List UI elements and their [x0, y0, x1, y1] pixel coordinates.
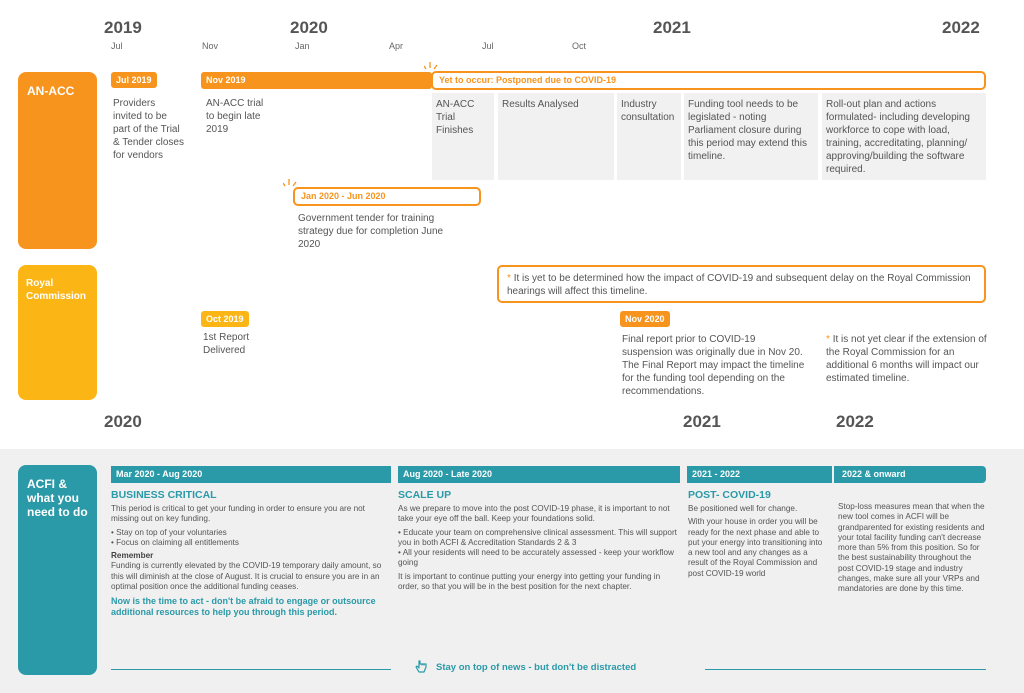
bottom-year-2020: 2020: [104, 412, 142, 431]
pill-jul-2019: Jul 2019: [111, 72, 157, 88]
yet-to-occur-text: Yet to occur: Postponed due to COVID-19: [439, 75, 617, 85]
anacc-side-label: [18, 72, 97, 249]
post-covid-heading: POST- COVID-19: [688, 489, 771, 501]
scale-up-p2: It is important to continue putting your energy into getting your funding in order, so that you will be in the best position for the next chapter.: [398, 571, 661, 592]
text-oct-2019: 1st Report Delivered: [203, 332, 250, 356]
acfi-col-business-critical: [111, 489, 391, 618]
year-2022: 2022: [942, 18, 980, 37]
royal-commission-notice: [497, 265, 986, 303]
bar-2022-onward-text: 2022 & onward: [842, 469, 906, 479]
extension-text: It is not yet clear if the extension of the Royal Commission for an additional 6 months will impact our estimated timeline.: [826, 334, 987, 384]
bottom-year-2022: 2022: [836, 412, 874, 431]
month-apr-2020: Apr: [389, 41, 404, 51]
royal-commission-side-label: [18, 265, 97, 400]
notice-body: It is yet to be determined how the impact of COVID-19 and subsequent delay on the Royal Commission hearings will affect this timeline.: [507, 273, 971, 297]
acfi-col-scale-up: [398, 489, 680, 592]
month-nov-2019: Nov: [202, 41, 219, 51]
bar-2022-onward: [834, 466, 986, 483]
remember-heading: Remember: [111, 551, 154, 561]
scale-up-heading: SCALE UP: [398, 489, 452, 501]
pill-oct-2019: Oct 2019: [201, 311, 249, 327]
pointing-hand-icon: [414, 660, 428, 676]
post-covid-p2: With your house in order you will be ready for the next phase and able to put your energy into transitioning into a new tool and any changes as a result of the Royal Commission and post COVID-19 world: [688, 517, 823, 578]
year-2019: 2019: [104, 18, 142, 37]
business-critical-p2: Funding is currently elevated by the COVID-19 temporary daily amount, so this will diminish at the close of August. It is crucial to ensure you are in an optimal position once the additional funding ceases.: [111, 561, 382, 592]
text-jul-2019: Providers invited to be part of the Trial & Tender closes for vendors: [113, 98, 184, 161]
yet-to-occur-banner: [431, 71, 986, 90]
month-jul-2020: Jul: [482, 41, 494, 51]
sparkle-icon: [424, 60, 438, 70]
business-critical-heading: BUSINESS CRITICAL: [111, 489, 217, 501]
pill-nov-2019: [201, 72, 432, 89]
business-critical-cta: Now is the time to act - don't be afraid to engage or outsource additional resources to help you through this period.: [111, 596, 376, 618]
year-2020: 2020: [290, 18, 328, 37]
anacc-label-text: AN-ACC: [27, 84, 75, 98]
bar-aug-late-2020: Aug 2020 - Late 2020: [398, 466, 680, 483]
royal-commission-label-text: Royal Commission: [26, 278, 87, 302]
scale-up-bullet-2: • All your residents will need to be accurately assessed - keep your workflow going: [398, 548, 674, 568]
box-results-analysed-text: Results Analysed: [502, 99, 579, 110]
box-trial-finishes-text: AN-ACC Trial Finishes: [436, 99, 475, 136]
acfi-col-2022-onward: [838, 502, 986, 595]
jan-jun-2020-text: Government tender for training strategy due for completion June 2020: [298, 213, 444, 250]
royal-commission-notice-text: [507, 272, 976, 298]
scale-up-p1: As we prepare to move into the post COVID-19 phase, it is important to not take your eye off the ball. Keep your foundations solid.: [398, 504, 670, 524]
bar-2021-2022: 2021 - 2022: [687, 466, 832, 483]
text-nov-2019: AN-ACC trial to begin late 2019: [206, 98, 264, 135]
pill-nov-2020: Nov 2020: [620, 311, 670, 327]
onward-p1: Stop-loss measures mean that when the new tool comes in ACFI will be grandparented for existing residents and your total facility funding can't decrease more than 5% from this position. So for the best sustainability throughout the post COVID-19 stage and industry changes, make sure all your VRPs and mandatories are done by this time.: [838, 502, 985, 594]
pill-nov-2019-label: Nov 2019: [206, 75, 246, 85]
month-jul-2019: Jul: [111, 41, 123, 51]
scale-up-bullet-1: • Educate your team on comprehensive clinical assessment. This will support you in both ACFI & Accreditation Standards 2 & 3: [398, 527, 677, 547]
box-funding-tool: [684, 93, 818, 180]
jan-jun-2020-label-text: Jan 2020 - Jun 2020: [301, 191, 386, 201]
acfi-side-label: [18, 465, 97, 675]
box-results-analysed: [498, 93, 614, 180]
jan-jun-2020-label: [293, 187, 481, 206]
footer-divider-right: [705, 669, 986, 670]
month-jan-2020: Jan: [295, 41, 310, 51]
bottom-year-2021: 2021: [683, 412, 721, 431]
box-funding-tool-text: Funding tool needs to be legislated - noting Parliament closure during this period may extend this timeline.: [688, 99, 807, 162]
extension-star: *: [826, 334, 830, 345]
year-2021: 2021: [653, 18, 691, 37]
sparkle-icon: [283, 177, 297, 187]
business-critical-bullet-1: • Stay on top of your voluntaries: [111, 527, 227, 537]
box-industry-consultation: [617, 93, 681, 180]
notice-star: *: [507, 273, 511, 284]
box-trial-finishes: [432, 93, 494, 180]
footer-note: Stay on top of news - but don't be distracted: [436, 662, 637, 673]
box-industry-consultation-text: Industry consultation: [621, 99, 675, 123]
text-nov-2020: Final report prior to COVID-19 suspension was originally due in Nov 20. The Final Report may impact the timeline for the funding tool depending on the recommendations.: [622, 334, 805, 397]
box-rollout: [822, 93, 986, 180]
footer-divider-left: [111, 669, 391, 670]
royal-extension-note: [826, 333, 988, 385]
bar-mar-aug-2020: Mar 2020 - Aug 2020: [111, 466, 391, 483]
box-rollout-text: Roll-out plan and actions formulated- including developing workforce to cope with load, training, accreditating, planning/ approving/building the software required.: [826, 99, 970, 175]
acfi-label-text: ACFI & what you need to do: [27, 477, 88, 519]
acfi-col-post-covid: [688, 489, 828, 579]
business-critical-bullet-2: • Focus on claiming all entitlements: [111, 537, 240, 547]
post-covid-p1: Be positioned well for change.: [688, 504, 798, 513]
month-oct-2020: Oct: [572, 41, 587, 51]
business-critical-p1: This period is critical to get your funding in order to ensure you are not missing out on key funding.: [111, 504, 365, 524]
